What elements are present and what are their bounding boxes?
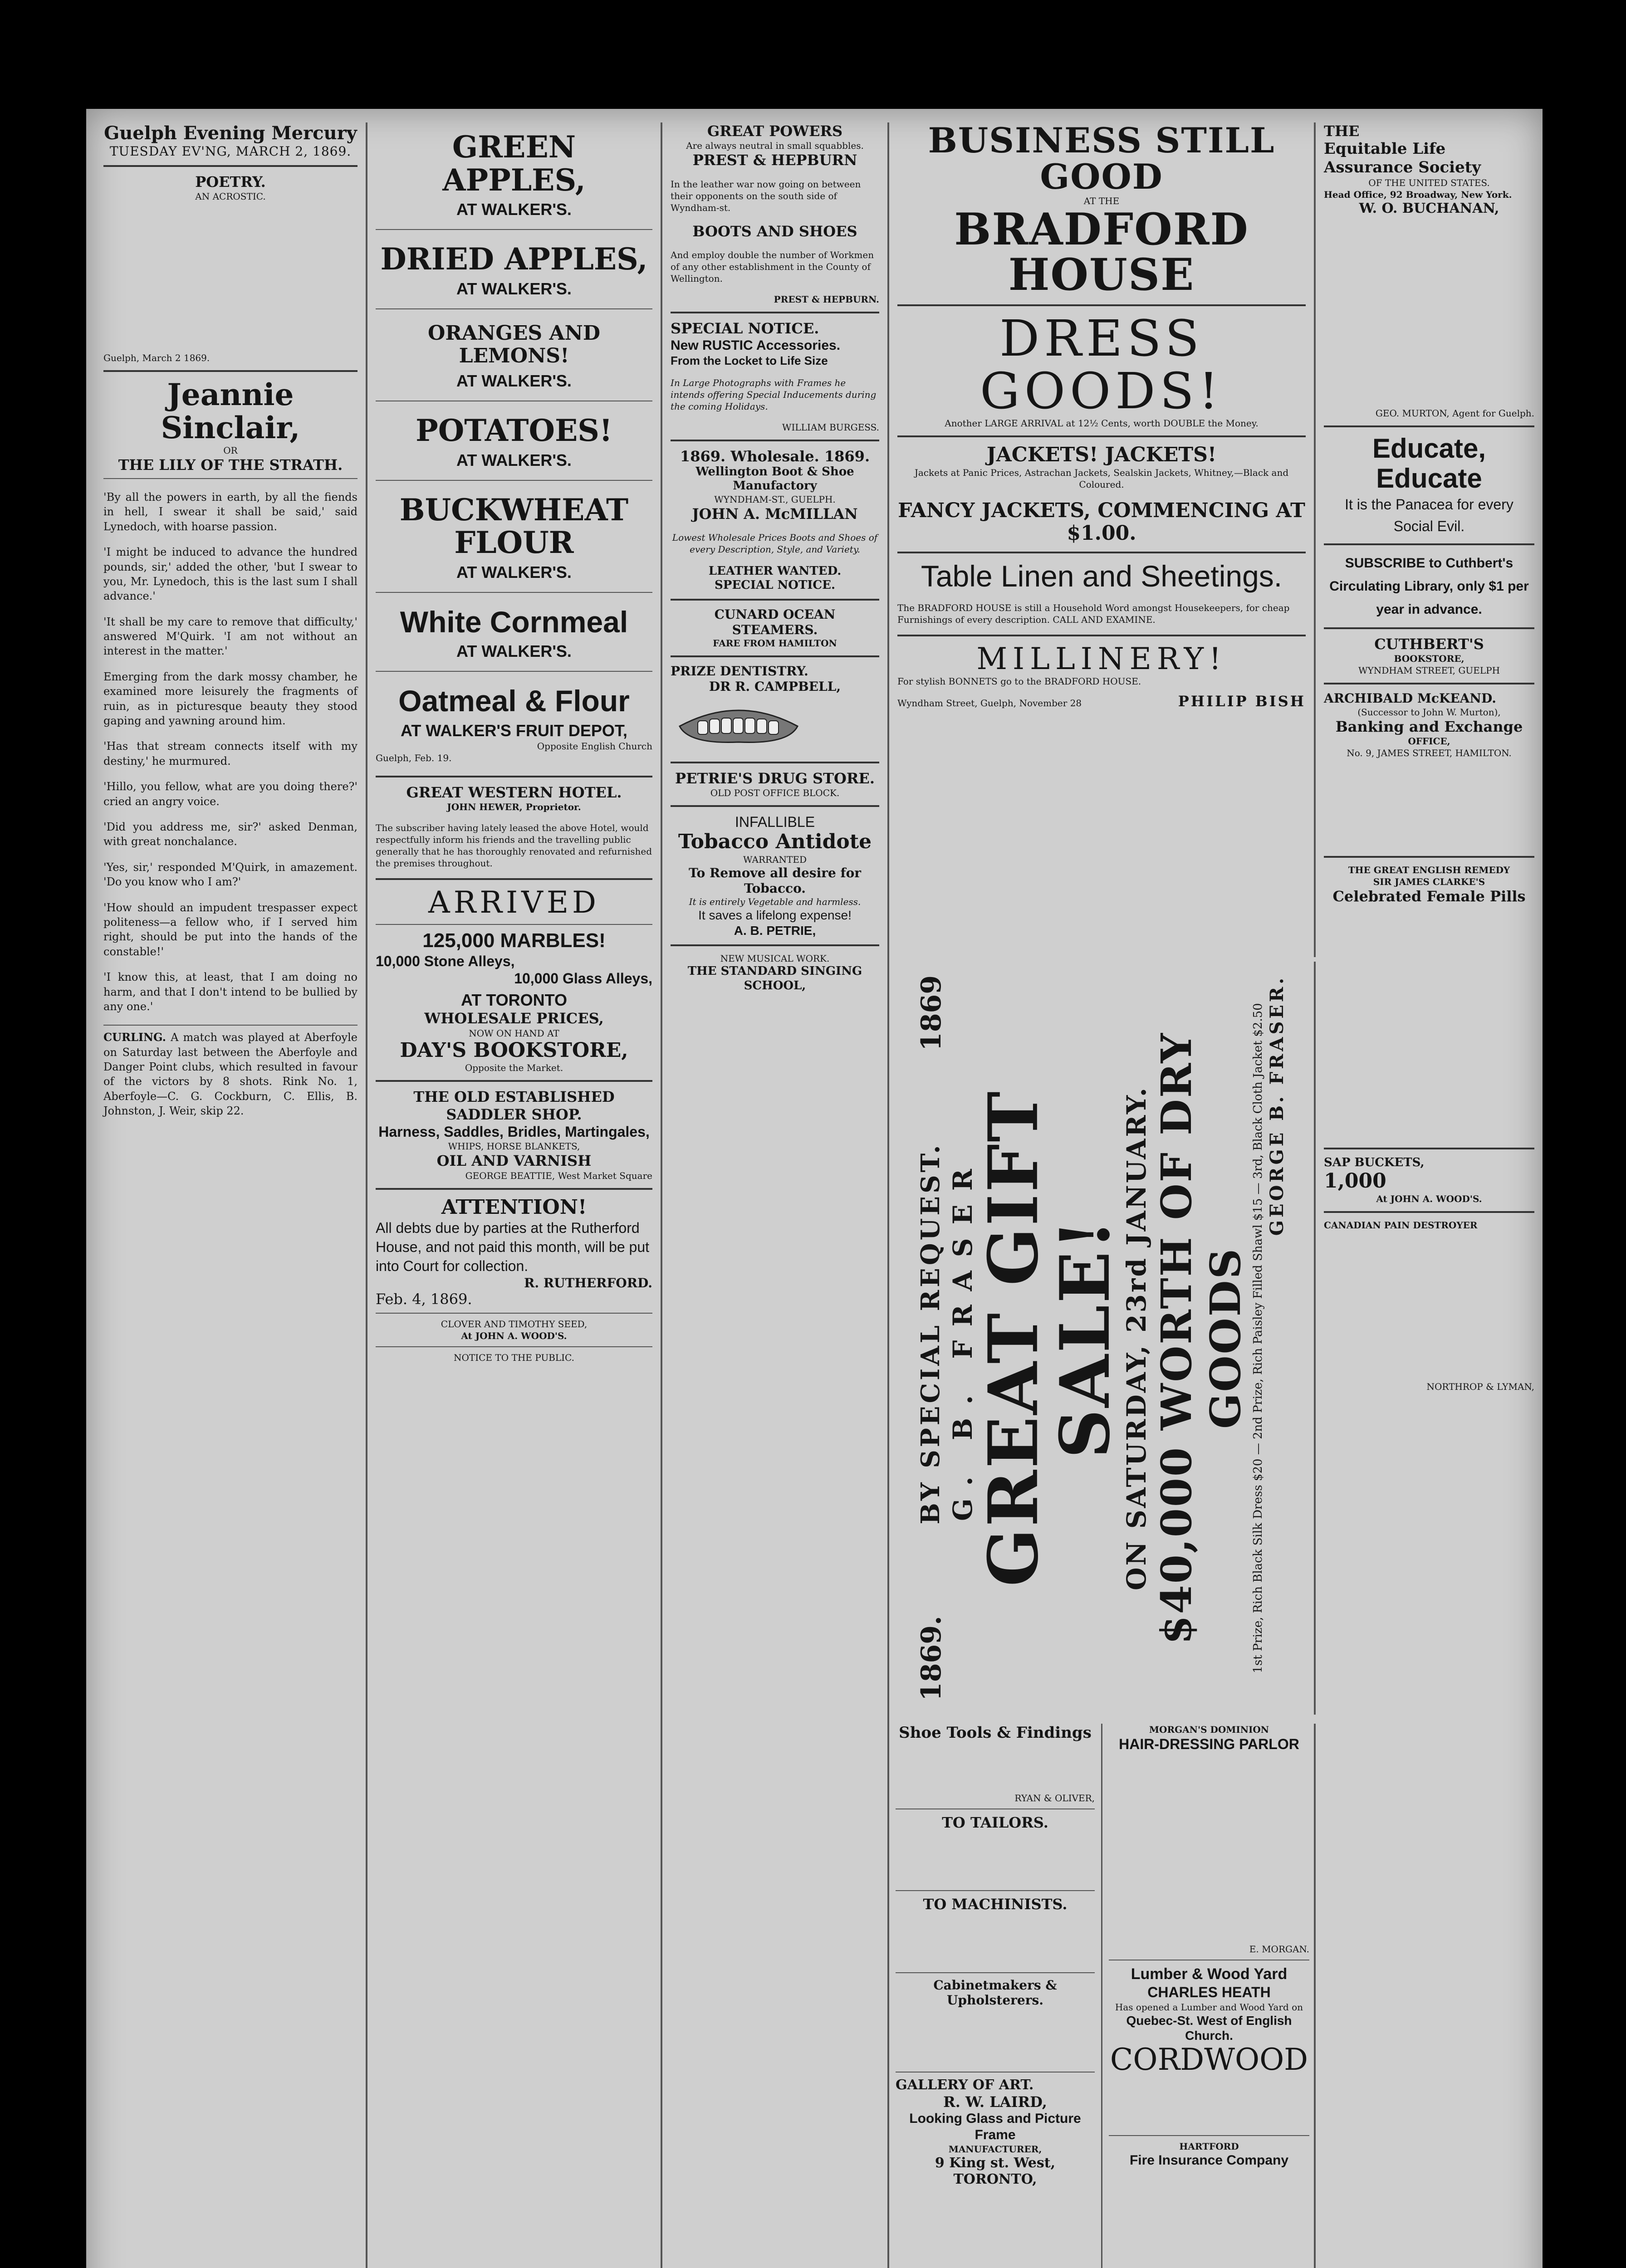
prest-hepburn: PREST & HEPBURN <box>692 152 857 169</box>
at-toronto: AT TORONTO <box>461 991 567 1010</box>
bradford-house: BRADFORD HOUSE <box>954 203 1249 301</box>
great-powers: GREAT POWERS <box>707 122 843 140</box>
fancy-jackets: FANCY JACKETS, COMMENCING AT $1.00. <box>898 499 1305 545</box>
walker-item-name: Oatmeal & Flour <box>398 684 630 718</box>
equitable-sub: OF THE UNITED STATES. <box>1368 177 1490 188</box>
curling-text: A match was played at Aberfoyle on Saturday last between the Aberfoyle and Danger Point clubs, which resulted in favour of the victors by 8 shots. Rink No. 1, Aberfoyle—C. G. Cockburn, C. Ellis, B. Johnston, J. Weir, skip 22. <box>103 1031 358 1118</box>
whips-line: WHIPS, HORSE BLANKETS, <box>448 1141 580 1152</box>
to-tailors: TO TAILORS. <box>942 1813 1048 1831</box>
story-paragraph: Emerging from the dark mossy chamber, he examined more leisurely the fragments of ruin, as in picturesque beauty they stood gaping and yawning around him. <box>103 670 358 728</box>
banking-text-block <box>1324 759 1534 850</box>
boot-mfg-owner: JOHN A. McMILLAN <box>692 505 858 523</box>
story-paragraph: 'Hillo, you fellow, what are you doing there?' cried an angry voice. <box>103 780 358 808</box>
glass-alleys: 10,000 Glass Alleys, <box>514 970 652 987</box>
gift-sale-ad <box>889 962 1316 1715</box>
attention-heading: ATTENTION! <box>441 1195 587 1219</box>
sap-number: 1,000 <box>1324 1169 1386 1193</box>
equitable-title: Equitable Life Assurance Society <box>1324 140 1481 177</box>
pain-destroyer: CANADIAN PAIN DESTROYER <box>1324 1219 1478 1231</box>
column-4-bottom-left <box>889 1724 1102 2268</box>
curling-title: CURLING. <box>103 1031 167 1044</box>
masthead-title: Guelph Evening Mercury <box>104 122 357 144</box>
tools-text-block <box>896 1742 1095 1792</box>
wyndham-street: WYNDHAM STREET, GUELPH <box>1358 665 1500 676</box>
james-clarke: SIR JAMES CLARKE'S <box>1373 876 1485 888</box>
infallible: INFALLIBLE <box>735 814 815 831</box>
at-the: AT THE <box>1083 195 1120 206</box>
walker-item-at: AT WALKER'S. <box>456 642 572 661</box>
tobacco-antidote: Tobacco Antidote <box>678 830 872 854</box>
cabinet-text-block <box>896 2008 1095 2067</box>
walker-ad <box>376 314 652 396</box>
subscribe-library: SUBSCRIBE to Cuthbert's Circulating Library, only $1 per year in advance. <box>1329 555 1529 617</box>
hair-text-block <box>1109 1753 1309 1943</box>
business-still-good: BUSINESS STILL GOOD <box>928 122 1275 197</box>
saddler-sign: GEORGE BEATTIE, West Market Square <box>465 1170 652 1181</box>
mckeand-sub: (Successor to John W. Murton), <box>1357 706 1501 718</box>
cordwood: CORDWOOD <box>1110 2042 1308 2077</box>
boot-mfg-italic: Lowest Wholesale Prices Boots and Shoes of every Description, Style, and Variety. <box>672 532 878 555</box>
hotel-title: GREAT WESTERN HOTEL. <box>406 783 622 801</box>
walker-item-name: White Cornmeal <box>400 605 628 639</box>
pain-text-block <box>1324 1231 1534 1381</box>
hotel-text: The subscriber having lately leased the above Hotel, would respectfully inform his friends and the travelling public generally that he has thoroughly renovated and refurnished the premises throughout. <box>376 822 652 869</box>
photos-italic: In Large Photographs with Frames he intends offering Special Inducements during the coming Holidays. <box>671 377 877 412</box>
remove-desire: To Remove all desire for Tobacco. <box>688 865 861 896</box>
acrostic-title: AN ACROSTIC. <box>195 191 266 202</box>
buchanan: W. O. BUCHANAN, <box>1359 200 1499 216</box>
harness-line: Harness, Saddles, Bridles, Martingales, <box>378 1124 650 1140</box>
northrop-lyman: NORTHROP & LYMAN, <box>1426 1381 1534 1392</box>
gift-sign: GEORGE B. FRASER. <box>1266 975 1288 1236</box>
cuthbert-bookstore: BOOKSTORE, <box>1394 653 1464 665</box>
walker-ad <box>376 597 652 667</box>
hamilton-address: No. 9, JAMES STREET, HAMILTON. <box>1347 748 1512 759</box>
warranted: WARRANTED <box>743 854 807 865</box>
boots-shoes-title: BOOTS AND SHOES <box>692 222 857 240</box>
wholesale-prices: WHOLESALE PRICES, <box>424 1010 604 1027</box>
equitable-text-block <box>1324 217 1534 407</box>
millinery: MILLINERY! <box>976 641 1227 676</box>
female-pills: Celebrated Female Pills <box>1332 888 1526 905</box>
banking-office: OFFICE, <box>1408 736 1450 747</box>
bradford-note: The BRADFORD HOUSE is still a Household Word amongst Housekeepers, for cheap Furnishings of every description. CALL AND EXAMINE. <box>897 602 1290 625</box>
walker-item-at: AT WALKER'S. <box>456 371 572 390</box>
quebec-street: Quebec-St. West of English Church. <box>1126 2013 1292 2043</box>
walker-item-at: AT WALKER'S. <box>456 200 572 219</box>
story-paragraph: 'How should an impudent trespasser expect politeness—a fellow who, if I served him right, should be put into the hands of the constable!' <box>103 901 358 958</box>
hair-dressing: HAIR-DRESSING PARLOR <box>1119 1736 1299 1752</box>
petrie-sub: OLD POST OFFICE BLOCK. <box>710 787 840 799</box>
walker-item-name: ORANGES AND LEMONS! <box>428 321 600 368</box>
special-notice: SPECIAL NOTICE. <box>671 320 819 337</box>
walker-item-name: POTATOES! <box>416 412 612 448</box>
hair-sign: E. MORGAN. <box>1249 1944 1309 1955</box>
clover-at: At JOHN A. WOOD'S. <box>461 1330 567 1341</box>
cordwood-text-block <box>1109 2076 1309 2131</box>
boot-manufactory: Wellington Boot & Shoe Manufactory <box>695 465 854 493</box>
fire-insurance: Fire Insurance Company <box>1129 2153 1289 2168</box>
marbles-heading: 125,000 MARBLES! <box>422 929 606 952</box>
musical-work: NEW MUSICAL WORK. <box>720 953 830 964</box>
charles-heath: CHARLES HEATH <box>1147 1984 1271 2001</box>
manufacturer: MANUFACTURER, <box>948 2144 1042 2155</box>
gift-request: BY SPECIAL REQUEST. <box>915 1142 945 1525</box>
cunard-fare: FARE FROM HAMILTON <box>713 638 837 649</box>
story-paragraph: 'Did you address me, sir?' asked Denman, with great nonchalance. <box>103 821 358 848</box>
tools-sign: RYAN & OLIVER, <box>1014 1792 1095 1804</box>
leather-wanted: LEATHER WANTED. <box>708 564 842 578</box>
acrostic-note: Guelph, March 2 1869. <box>103 352 210 364</box>
gift-prize: 1st Prize, Rich Black Silk Dress $20 — 2nd Prize, Rich Paisley Filled Shawl $15 — 3rd, Black Cloth Jacket $2.50 <box>1251 1003 1265 1673</box>
cuthberts: CUTHBERT'S <box>1374 635 1484 653</box>
equitable-office: Head Office, 92 Broadway, New York. <box>1324 189 1512 200</box>
saddler-title: THE OLD ESTABLISHED SADDLER SHOP. <box>413 1088 615 1123</box>
attention-sign: R. RUTHERFORD. <box>524 1276 652 1291</box>
boots-text: And employ double the number of Workmen of any other establishment in the County of Wellington. <box>671 249 874 284</box>
walker-ad <box>376 485 652 587</box>
walker-note: Opposite English Church <box>537 740 652 752</box>
acrostic-poem-block <box>103 202 358 352</box>
banking-exchange: Banking and Exchange <box>1335 718 1523 735</box>
walker-ad <box>376 122 652 225</box>
story-subtitle: THE LILY OF THE STRATH. <box>118 456 343 474</box>
wholesale-year: 1869. Wholesale. 1869. <box>680 447 870 465</box>
story-or: OR <box>223 445 238 456</box>
dress-goods: DRESS GOODS! <box>980 309 1223 420</box>
walker-ad <box>376 235 652 304</box>
photo-sign: WILLIAM BURGESS. <box>782 421 879 433</box>
english-remedy: THE GREAT ENGLISH REMEDY <box>1348 865 1510 876</box>
table-linen: Table Linen and Sheetings. <box>921 559 1283 593</box>
millinery-sub: For stylish BONNETS go to the BRADFORD HOUSE. <box>897 676 1141 687</box>
gift-year-left: 1869. <box>915 1616 947 1701</box>
boots-sign: PREST & HEPBURN. <box>774 294 879 305</box>
walker-item-name: DRIED APPLES, <box>380 241 648 277</box>
mckeand: ARCHIBALD McKEAND. <box>1324 691 1497 706</box>
singing-school: THE STANDARD SINGING SCHOOL, <box>687 964 862 992</box>
firm-text: In the leather war now going on between their opponents on the south side of Wyndham-st. <box>671 178 861 213</box>
laird-name: R. W. LAIRD, <box>943 2093 1047 2111</box>
denture-illustration <box>671 699 807 749</box>
walker-item-at: AT WALKER'S. <box>456 562 572 582</box>
boot-mfg-address: WYNDHAM-ST., GUELPH. <box>714 494 836 505</box>
column-5 <box>1316 122 1543 2268</box>
shoe-tools: Shoe Tools & Findings <box>899 1724 1092 1742</box>
jackets-sub: Jackets at Panic Prices, Astrachan Jackets, Sealskin Jackets, Whitney,—Black and Coloured. <box>914 467 1289 490</box>
curling-item <box>103 1030 358 1118</box>
special-notice-2: SPECIAL NOTICE. <box>715 578 835 592</box>
walker-item-at: AT WALKER'S. <box>456 279 572 298</box>
gallery-of-art: GALLERY OF ART. <box>896 2077 1034 2093</box>
hotel-proprietor: JOHN HEWER, Proprietor. <box>447 802 581 813</box>
pills-text-block <box>1324 905 1534 1141</box>
story-paragraph: 'Yes, sir,' responded M'Quirk, in amazement. 'Do you know who I am?' <box>103 860 358 889</box>
column-2 <box>367 122 662 2268</box>
walker-ad <box>376 406 652 475</box>
locket-heading: From the Locket to Life Size <box>671 353 828 367</box>
dress-sub: Another LARGE ARRIVAL at 12½ Cents, worth DOUBLE the Money. <box>945 418 1259 429</box>
bradford-footer <box>897 693 1306 710</box>
column-1 <box>95 122 367 2268</box>
poetry-heading: POETRY. <box>195 173 266 191</box>
equitable-agent: GEO. MURTON, Agent for Guelph. <box>1375 407 1534 419</box>
attention-text: All debts due by parties at the Rutherford House, and not paid this month, will be put into Court for collection. <box>376 1220 650 1274</box>
walker-item-at: AT WALKER'S FRUIT DEPOT, <box>401 721 627 740</box>
story-paragraph: 'I know this, at least, that I am doing no harm, and that I don't intend to be bullied by any one.' <box>103 971 358 1013</box>
lumber-wood-yard: Lumber & Wood Yard <box>1131 1965 1288 1983</box>
clover-seed: CLOVER AND TIMOTHY SEED, <box>441 1318 588 1330</box>
gift-title: GREAT GIFT SALE! <box>973 1090 1125 1587</box>
educate-heading: Educate, Educate <box>1372 433 1486 494</box>
days-bookstore: DAY'S BOOKSTORE, <box>400 1038 628 1062</box>
gift-worth: $40,000 WORTH OF DRY GOODS <box>1151 1031 1250 1645</box>
story-paragraph: 'By all the powers in earth, by all the fiends in hell, I swear it shall be said,' said Lynedoch, with hoarse passion. <box>103 490 358 533</box>
gift-name: G. B. FRASER <box>947 1155 978 1521</box>
petrie-drug-store: PETRIE'S DRUG STORE. <box>675 769 875 787</box>
to-machinists: TO MACHINISTS. <box>923 1896 1068 1913</box>
prize-dentistry: PRIZE DENTISTRY. <box>671 664 808 679</box>
vegetable-harmless: It is entirely Vegetable and harmless. <box>689 896 861 908</box>
lifelong-expense: It saves a lifelong expense! <box>698 908 852 923</box>
walker-ad <box>376 676 652 769</box>
story-title: Jeannie Sinclair, <box>161 377 300 445</box>
column-4-bottom-right <box>1102 1724 1316 2268</box>
on-hand: NOW ON HAND AT <box>469 1027 559 1039</box>
gift-date: ON SATURDAY, 23rd JANUARY. <box>1121 1086 1152 1590</box>
notice-public: NOTICE TO THE PUBLIC. <box>453 1352 574 1363</box>
cabinetmakers: Cabinetmakers & Upholsterers. <box>933 1977 1057 2008</box>
bookstore-sub: Opposite the Market. <box>465 1062 563 1074</box>
gift-sale-rotated <box>916 975 1288 1701</box>
column-3 <box>662 122 889 2268</box>
attention-date: Feb. 4, 1869. <box>376 1290 472 1308</box>
newspaper-page <box>86 109 1543 2268</box>
story-paragraph: 'Has that stream connects itself with my destiny,' he murmured. <box>103 740 358 767</box>
story-paragraph: 'I might be induced to advance the hundred pounds, sir,' added the other, 'but I swear to you, Mr. Lynedoch, this is the last sum I shall advance.' <box>103 546 358 603</box>
walker-item-name: GREEN APPLES, <box>442 129 586 198</box>
dentist-name: DR R. CAMPBELL, <box>709 679 841 694</box>
heath-sub: Has opened a Lumber and Wood Yard on <box>1115 2001 1303 2013</box>
philip-bish: PHILIP BISH <box>1178 693 1306 710</box>
equitable-the: THE <box>1324 122 1360 140</box>
bradford-address: Wyndham Street, Guelph, November 28 <box>897 698 1082 709</box>
hartford: HARTFORD <box>1179 2141 1239 2152</box>
walker-item-name: BUCKWHEAT FLOUR <box>399 492 629 561</box>
toronto-address: 9 King st. West, TORONTO, <box>935 2155 1056 2188</box>
machinists-text-block <box>896 1913 1095 1968</box>
arrived-heading: ARRIVED <box>428 885 600 920</box>
walker-date: Guelph, Feb. 19. <box>376 752 452 763</box>
petrie-sign: A. B. PETRIE, <box>734 923 816 938</box>
great-powers-sub: Are always neutral in small squabbles. <box>686 140 864 152</box>
walker-item-at: AT WALKER'S. <box>456 450 572 469</box>
sap-buckets: SAP BUCKETS, <box>1324 1155 1425 1169</box>
gift-years <box>916 975 947 1701</box>
jackets-heading: JACKETS! JACKETS! <box>986 443 1217 467</box>
rustic-heading: New RUSTIC Accessories. <box>671 337 841 353</box>
panacea: It is the Panacea for every Social Evil. <box>1345 496 1513 534</box>
frame-heading: Looking Glass and Picture Frame <box>909 2111 1081 2143</box>
stone-alleys: 10,000 Stone Alleys, <box>376 953 515 969</box>
column-4-bottom <box>889 1724 1316 2268</box>
cunard-steamers: CUNARD OCEAN STEAMERS. <box>714 607 836 637</box>
column-4-top <box>889 122 1316 957</box>
sap-at: At JOHN A. WOOD'S. <box>1376 1193 1482 1204</box>
story-paragraph: 'It shall be my care to remove that difficulty,' answered M'Quirk. 'I am not without an interest in the matter.' <box>103 615 358 658</box>
oil-varnish: OIL AND VARNISH <box>436 1152 592 1170</box>
masthead-date: TUESDAY EV'NG, MARCH 2, 1869. <box>109 144 352 159</box>
morgans-dominion: MORGAN'S DOMINION <box>1149 1724 1269 1735</box>
gift-year-right: 1869 <box>915 975 947 1051</box>
tailors-text-block <box>896 1831 1095 1886</box>
